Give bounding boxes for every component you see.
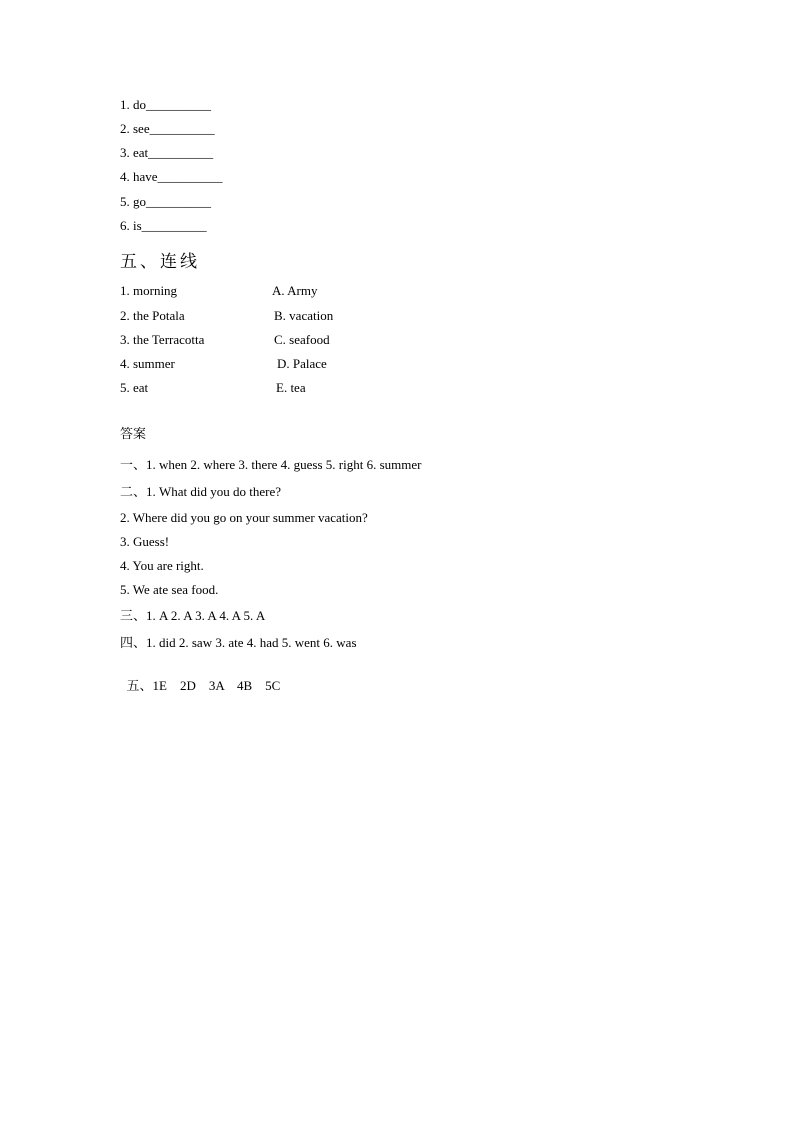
answer-line-2: [120, 484, 281, 501]
answer-line-8: [120, 635, 357, 652]
fill-item-label: 5. go: [120, 194, 146, 209]
answer-prefix: 四、: [120, 636, 147, 651]
match-left-item: 3. the Terracotta: [120, 332, 205, 347]
answer-prefix: 二、: [120, 485, 147, 500]
match-left-item: 2. the Potala: [120, 308, 185, 323]
match-right-item: C. seafood: [274, 332, 330, 347]
fill-item-label: 2. see: [120, 121, 150, 136]
answer-line-1: [120, 457, 422, 474]
answer-text: 1. did 2. saw 3. ate 4. had 5. went 6. was: [146, 635, 357, 650]
section-heading-matching: 五、连线: [120, 252, 200, 272]
match-right-item: A. Army: [272, 283, 318, 298]
fill-item-3: [120, 145, 213, 161]
answer-prefix: 五、: [126, 679, 153, 694]
fill-item-blank: __________: [149, 121, 215, 136]
answer-text: 1. What did you do there?: [146, 484, 282, 499]
answer-text: 3. Guess!: [120, 534, 170, 549]
fill-item-label: 1. do: [120, 97, 146, 112]
fill-item-label: 4. have: [120, 169, 158, 184]
fill-item-label: 3. eat: [120, 145, 149, 160]
answer-line-7: [120, 608, 265, 625]
fill-item-blank: __________: [157, 169, 223, 184]
answer-text: 5. We ate sea food.: [120, 582, 219, 597]
answer-text: 1E 2D 3A 4B 5C: [152, 678, 281, 693]
answer-line-4: [120, 534, 169, 551]
answer-line-5: [120, 558, 204, 575]
fill-item-6: [120, 218, 207, 234]
fill-item-label: 6. is: [120, 218, 142, 233]
fill-item-4: [120, 169, 223, 185]
fill-item-1: [120, 97, 211, 113]
match-left-item: 4. summer: [120, 356, 175, 371]
answer-line-6: [120, 582, 218, 599]
match-right-item: B. vacation: [274, 308, 334, 323]
match-right-item: E. tea: [276, 380, 306, 395]
fill-item-2: [120, 121, 215, 137]
answer-prefix: 三、: [120, 609, 147, 624]
answer-prefix: 一、: [120, 458, 147, 473]
match-left-item: 5. eat: [120, 380, 149, 395]
answer-text: 2. Where did you go on your summer vacation?: [120, 510, 368, 525]
answer-line-9: [120, 662, 280, 695]
answer-text: 1. A 2. A 3. A 4. A 5. A: [146, 608, 266, 623]
fill-item-blank: __________: [141, 218, 207, 233]
fill-item-blank: __________: [146, 194, 211, 209]
answer-text: 4. You are right.: [120, 558, 204, 573]
answers-heading: 答案: [120, 427, 147, 442]
match-right-item: D. Palace: [277, 356, 327, 371]
fill-item-blank: __________: [146, 97, 211, 112]
match-left-item: 1. morning: [120, 283, 178, 298]
answer-text: 1. when 2. where 3. there 4. guess 5. right 6. summer: [146, 457, 422, 472]
fill-item-blank: __________: [148, 145, 214, 160]
fill-item-5: [120, 194, 211, 210]
answer-line-3: [120, 510, 368, 527]
